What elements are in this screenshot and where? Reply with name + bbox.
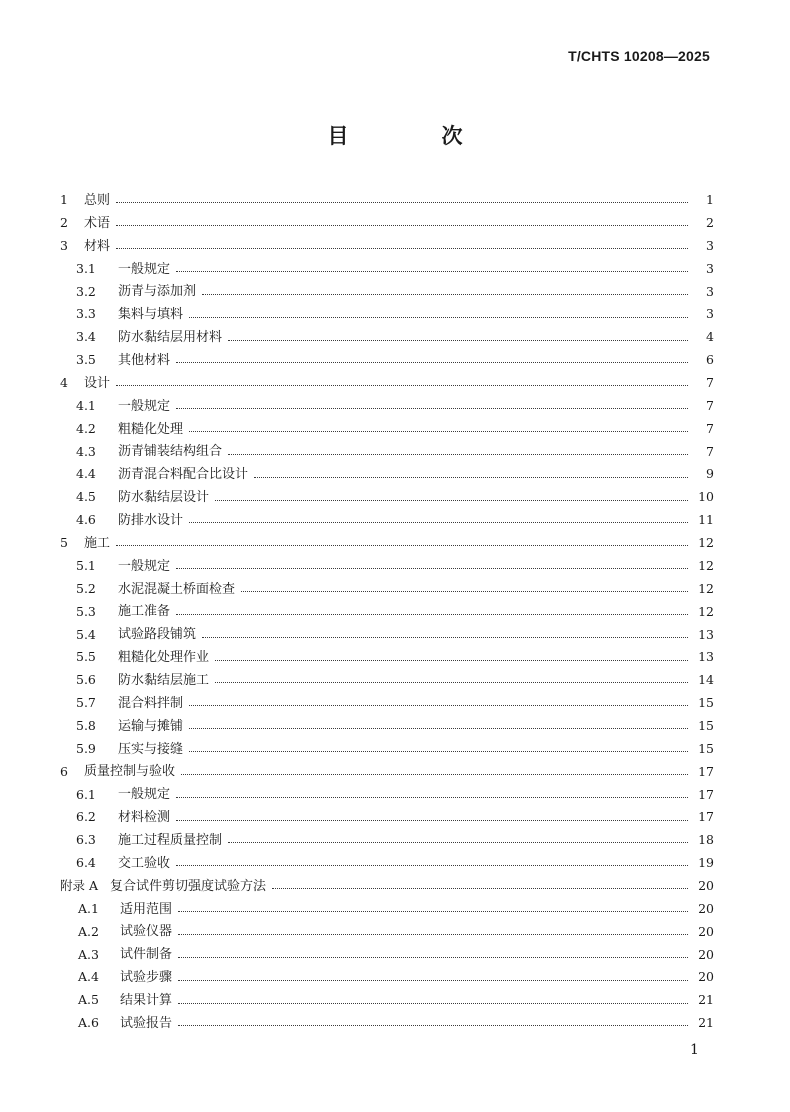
- toc-entry-page: 1: [706, 192, 714, 208]
- dot-leader: [176, 361, 688, 363]
- dot-leader: [178, 1002, 688, 1004]
- toc-entry[interactable]: [60, 395, 714, 418]
- toc-entry-title: 一般规定: [118, 787, 171, 803]
- dot-leader: [178, 1024, 688, 1026]
- dot-leader: [176, 567, 688, 569]
- toc-entry-title: 试验步骤: [120, 970, 173, 986]
- page-title: 目 次: [327, 124, 499, 148]
- table-of-contents: [60, 189, 714, 1035]
- toc-entry-title: 试验仪器: [120, 924, 173, 940]
- toc-entry[interactable]: [60, 486, 714, 509]
- toc-entry-number: 5.3: [76, 603, 96, 619]
- toc-entry-page: 18: [698, 832, 714, 848]
- toc-entry-number: 2: [60, 215, 68, 231]
- toc-entry-title: 沥青与添加剂: [118, 284, 197, 300]
- toc-entry-page: 3: [706, 237, 714, 253]
- toc-entry-title: 试验报告: [120, 1015, 173, 1031]
- dot-leader: [176, 796, 688, 798]
- toc-entry-number: 1: [60, 192, 68, 208]
- toc-entry-number: 4.6: [76, 512, 96, 528]
- toc-entry-number: 5.6: [76, 672, 96, 688]
- toc-entry[interactable]: [60, 418, 714, 441]
- toc-entry-number: A.6: [78, 1015, 99, 1031]
- dot-leader: [116, 384, 688, 386]
- toc-entry-page: 14: [698, 672, 714, 688]
- toc-entry-number: 6: [60, 763, 68, 779]
- toc-entry-number: 6.3: [76, 832, 96, 848]
- toc-entry[interactable]: [60, 852, 714, 875]
- toc-entry[interactable]: [60, 623, 714, 646]
- toc-entry[interactable]: [60, 1012, 714, 1035]
- toc-entry[interactable]: [60, 578, 714, 601]
- dot-leader: [116, 544, 688, 546]
- toc-entry-page: 7: [706, 375, 714, 391]
- toc-entry-number: 4.4: [76, 466, 96, 482]
- toc-entry-title: 运输与摊铺: [118, 718, 184, 734]
- toc-entry[interactable]: [60, 349, 714, 372]
- toc-entry[interactable]: [60, 509, 714, 532]
- toc-entry-title: 粗糙化处理作业: [118, 650, 210, 666]
- toc-entry[interactable]: [60, 463, 714, 486]
- toc-entry[interactable]: [60, 989, 714, 1012]
- toc-entry-page: 12: [698, 557, 714, 573]
- toc-entry-number: 5.8: [76, 717, 96, 733]
- toc-entry[interactable]: [60, 280, 714, 303]
- toc-entry[interactable]: [60, 783, 714, 806]
- toc-entry-title: 适用范围: [120, 901, 173, 917]
- toc-entry[interactable]: [60, 966, 714, 989]
- toc-entry[interactable]: [60, 829, 714, 852]
- toc-entry-title: 材料: [84, 238, 111, 254]
- toc-entry-title: 施工过程质量控制: [118, 832, 223, 848]
- toc-entry[interactable]: [60, 943, 714, 966]
- toc-entry-number: 3: [60, 237, 68, 253]
- toc-entry-page: 19: [698, 855, 714, 871]
- toc-entry-page: 6: [706, 352, 714, 368]
- toc-entry-page: 13: [698, 649, 714, 665]
- toc-entry-page: 9: [706, 466, 714, 482]
- toc-entry[interactable]: [60, 875, 714, 898]
- toc-entry-title: 一般规定: [118, 398, 171, 414]
- toc-entry[interactable]: [60, 646, 714, 669]
- toc-entry-number: 4.3: [76, 443, 96, 459]
- toc-entry-number: A.5: [78, 992, 99, 1008]
- dot-leader: [178, 910, 688, 912]
- toc-entry-title: 材料检测: [118, 810, 171, 826]
- toc-entry-number: A.3: [78, 946, 99, 962]
- toc-entry-page: 12: [698, 603, 714, 619]
- toc-entry-title: 防水黏结层施工: [118, 672, 210, 688]
- toc-entry-page: 12: [698, 535, 714, 551]
- toc-entry[interactable]: [60, 669, 714, 692]
- toc-entry-page: 3: [706, 260, 714, 276]
- toc-entry-page: 3: [706, 283, 714, 299]
- dot-leader: [215, 659, 688, 661]
- toc-entry-title: 粗糙化处理: [118, 421, 184, 437]
- toc-entry-title: 集料与填料: [118, 307, 184, 323]
- toc-entry[interactable]: [60, 921, 714, 944]
- toc-entry-page: 20: [698, 946, 714, 962]
- toc-entry-number: 5.4: [76, 626, 96, 642]
- toc-entry-page: 12: [698, 580, 714, 596]
- page-number: 1: [690, 1042, 699, 1058]
- dot-leader: [189, 750, 688, 752]
- toc-entry-title: 交工验收: [118, 855, 171, 871]
- toc-entry-page: 3: [706, 306, 714, 322]
- toc-entry-page: 15: [698, 740, 714, 756]
- toc-entry-number: 3.2: [76, 283, 96, 299]
- toc-entry[interactable]: [60, 212, 714, 235]
- toc-entry-page: 13: [698, 626, 714, 642]
- dot-leader: [176, 270, 688, 272]
- toc-entry-number: A.4: [78, 969, 99, 985]
- toc-entry-page: 20: [698, 900, 714, 916]
- toc-entry-page: 15: [698, 695, 714, 711]
- toc-entry-number: 附录 A: [60, 877, 99, 893]
- dot-leader: [181, 773, 688, 775]
- dot-leader: [189, 316, 688, 318]
- toc-entry-page: 15: [698, 717, 714, 733]
- toc-entry-page: 4: [706, 329, 714, 345]
- toc-entry-title: 一般规定: [118, 558, 171, 574]
- toc-entry-page: 7: [706, 397, 714, 413]
- dot-leader: [178, 933, 688, 935]
- toc-entry-title: 设计: [84, 375, 111, 391]
- toc-entry-page: 7: [706, 420, 714, 436]
- dot-leader: [215, 681, 688, 683]
- toc-entry[interactable]: [60, 189, 714, 212]
- toc-entry-title: 混合料拌制: [118, 695, 184, 711]
- toc-entry[interactable]: [60, 600, 714, 623]
- toc-entry-number: 3.5: [76, 352, 96, 368]
- toc-entry[interactable]: [60, 715, 714, 738]
- dot-leader: [189, 727, 688, 729]
- toc-entry-number: 4: [60, 375, 68, 391]
- toc-entry[interactable]: [60, 235, 714, 258]
- toc-entry[interactable]: [60, 898, 714, 921]
- dot-leader: [116, 247, 688, 249]
- dot-leader: [178, 956, 688, 958]
- toc-entry-title: 试件制备: [120, 947, 173, 963]
- toc-entry-page: 17: [698, 809, 714, 825]
- toc-entry-number: 5.1: [76, 557, 96, 573]
- toc-entry-number: 5: [60, 535, 68, 551]
- toc-entry-page: 20: [698, 877, 714, 893]
- dot-leader: [176, 819, 688, 821]
- toc-entry-page: 7: [706, 443, 714, 459]
- toc-entry-page: 17: [698, 763, 714, 779]
- toc-entry-page: 21: [698, 992, 714, 1008]
- toc-entry-title: 水泥混凝土桥面检查: [118, 581, 236, 597]
- toc-entry-title: 沥青铺装结构组合: [118, 444, 223, 460]
- toc-entry-number: 5.5: [76, 649, 96, 665]
- dot-leader: [189, 704, 688, 706]
- toc-entry-title: 结果计算: [120, 993, 173, 1008]
- toc-entry-number: 6.2: [76, 809, 96, 825]
- toc-entry-number: 5.9: [76, 740, 96, 756]
- toc-entry[interactable]: [60, 738, 714, 761]
- toc-entry-title: 压实与接缝: [118, 741, 184, 757]
- toc-entry-number: 5.7: [76, 695, 96, 711]
- toc-entry[interactable]: [60, 326, 714, 349]
- toc-entry-title: 质量控制与验收: [84, 764, 176, 780]
- toc-entry-number: 4.5: [76, 489, 96, 505]
- toc-entry-page: 17: [698, 786, 714, 802]
- dot-leader: [189, 430, 688, 432]
- toc-entry[interactable]: [60, 532, 714, 555]
- dot-leader: [241, 590, 688, 592]
- toc-entry-number: 3.1: [76, 260, 96, 276]
- toc-entry-page: 20: [698, 923, 714, 939]
- toc-entry-page: 10: [698, 489, 714, 505]
- toc-entry-title: 复合试件剪切强度试验方法: [110, 878, 267, 894]
- dot-leader: [176, 613, 688, 615]
- toc-entry-title: 施工准备: [118, 604, 171, 620]
- toc-entry[interactable]: [60, 692, 714, 715]
- toc-entry-number: 3.3: [76, 306, 96, 322]
- toc-entry-title: 术语: [84, 215, 111, 231]
- dot-leader: [254, 476, 688, 478]
- toc-entry[interactable]: [60, 440, 714, 463]
- toc-entry[interactable]: [60, 555, 714, 578]
- toc-entry[interactable]: [60, 372, 714, 395]
- dot-leader: [202, 636, 688, 638]
- toc-entry-page: 20: [698, 969, 714, 985]
- toc-entry-title: 一般规定: [118, 261, 171, 277]
- toc-entry-page: 21: [698, 1015, 714, 1031]
- toc-entry-number: 6.1: [76, 786, 96, 802]
- toc-entry-number: A.1: [78, 900, 99, 916]
- dot-leader: [202, 293, 688, 295]
- toc-entry-page: 11: [698, 512, 714, 528]
- toc-entry-number: 4.2: [76, 420, 96, 436]
- dot-leader: [116, 201, 688, 203]
- toc-entry-title: 总则: [84, 192, 111, 208]
- toc-entry[interactable]: [60, 806, 714, 829]
- toc-entry[interactable]: [60, 760, 714, 783]
- toc-entry-number: 3.4: [76, 329, 96, 345]
- toc-entry-title: 施工: [84, 535, 111, 551]
- dot-leader: [176, 407, 688, 409]
- toc-entry-title: 试验路段铺筑: [118, 627, 197, 643]
- toc-entry-page: 2: [706, 215, 714, 231]
- toc-entry-number: A.2: [78, 923, 99, 939]
- dot-leader: [228, 453, 688, 455]
- dot-leader: [215, 499, 688, 501]
- toc-entry-title: 防水黏结层用材料: [118, 330, 223, 346]
- dot-leader: [228, 339, 688, 341]
- toc-entry-title: 沥青混合料配合比设计: [118, 467, 249, 483]
- standard-code: T/CHTS 10208—2025: [568, 48, 710, 64]
- toc-entry[interactable]: [60, 258, 714, 281]
- dot-leader: [272, 887, 688, 889]
- dot-leader: [176, 864, 688, 866]
- toc-entry-number: 4.1: [76, 397, 96, 413]
- dot-leader: [228, 841, 688, 843]
- toc-entry-number: 5.2: [76, 580, 96, 596]
- toc-entry-number: 6.4: [76, 855, 96, 871]
- toc-entry-title: 防水黏结层设计: [118, 490, 210, 506]
- toc-entry-title: 防排水设计: [118, 512, 184, 528]
- dot-leader: [116, 224, 688, 226]
- toc-entry[interactable]: [60, 303, 714, 326]
- toc-entry-title: 其他材料: [118, 352, 171, 368]
- dot-leader: [178, 979, 688, 981]
- dot-leader: [189, 521, 688, 523]
